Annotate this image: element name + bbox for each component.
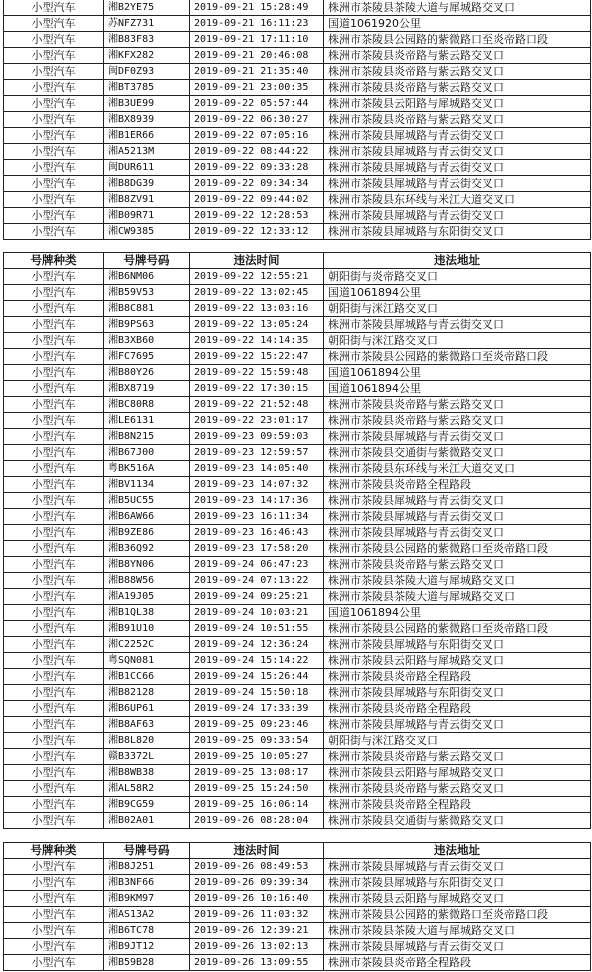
table-row [4, 429, 591, 445]
plate-type-cell: 小型汽车 [4, 589, 104, 605]
violation-location-cell: 株洲市茶陵县犀城路与青云街交叉口 [324, 429, 591, 445]
table-row [4, 813, 591, 829]
table-row [4, 333, 591, 349]
table-row [4, 365, 591, 381]
header-plate-type: 号牌种类 [4, 843, 104, 859]
plate-type-cell: 小型汽车 [4, 0, 104, 16]
plate-number-cell: 湘B8J251 [104, 859, 190, 875]
table-row [4, 875, 591, 891]
violation-location-cell: 株洲市茶陵县炎帝路与紫云路交叉口 [324, 112, 591, 128]
table-row [4, 589, 591, 605]
plate-type-cell: 小型汽车 [4, 653, 104, 669]
plate-type-cell: 小型汽车 [4, 192, 104, 208]
plate-type-cell: 小型汽车 [4, 955, 104, 971]
plate-type-cell: 小型汽车 [4, 509, 104, 525]
plate-type-cell: 小型汽车 [4, 445, 104, 461]
plate-number-cell: 湘KFX282 [104, 48, 190, 64]
violation-time-cell: 2019-09-25 15:24:50 [190, 781, 324, 797]
plate-number-cell: 湘B8N215 [104, 429, 190, 445]
violation-time-cell: 2019-09-22 14:14:35 [190, 333, 324, 349]
violation-location-cell: 株洲市茶陵县交通街与紫微路交叉口 [324, 445, 591, 461]
plate-type-cell: 小型汽车 [4, 144, 104, 160]
table-row [4, 445, 591, 461]
violation-location-cell: 株洲市茶陵县炎帝路全程路段 [324, 477, 591, 493]
violation-location-cell: 株洲市茶陵县炎帝路与紫云路交叉口 [324, 413, 591, 429]
plate-type-cell: 小型汽车 [4, 80, 104, 96]
plate-type-cell: 小型汽车 [4, 939, 104, 955]
plate-number-cell: 湘B83F83 [104, 32, 190, 48]
violation-time-cell: 2019-09-24 15:26:44 [190, 669, 324, 685]
plate-type-cell: 小型汽车 [4, 112, 104, 128]
plate-type-cell: 小型汽车 [4, 637, 104, 653]
table-row [4, 509, 591, 525]
violation-location-cell: 株洲市茶陵县炎帝路与紫云路交叉口 [324, 80, 591, 96]
plate-number-cell: 湘B67J00 [104, 445, 190, 461]
table-row [4, 176, 591, 192]
table-row [4, 477, 591, 493]
plate-type-cell: 小型汽车 [4, 413, 104, 429]
plate-number-cell: 湘FC7695 [104, 349, 190, 365]
plate-type-cell: 小型汽车 [4, 32, 104, 48]
plate-type-cell: 小型汽车 [4, 557, 104, 573]
violation-time-cell: 2019-09-24 07:13:22 [190, 573, 324, 589]
plate-number-cell: 湘B8C881 [104, 301, 190, 317]
table-row [4, 112, 591, 128]
violation-time-cell: 2019-09-23 09:59:03 [190, 429, 324, 445]
plate-type-cell: 小型汽车 [4, 269, 104, 285]
table-row [4, 557, 591, 573]
table-row [4, 541, 591, 557]
table-row [4, 16, 591, 32]
violation-time-cell: 2019-09-22 12:33:12 [190, 224, 324, 240]
violation-location-cell: 株洲市茶陵县犀城路与青云街交叉口 [324, 144, 591, 160]
violation-time-cell: 2019-09-22 12:28:53 [190, 208, 324, 224]
violation-time-cell: 2019-09-22 05:57:44 [190, 96, 324, 112]
violation-location-cell: 株洲市茶陵县炎帝路与紫云路交叉口 [324, 48, 591, 64]
violation-location-cell: 国道1061894公里 [324, 605, 591, 621]
table-row [4, 208, 591, 224]
violation-location-cell: 株洲市茶陵县犀城路与青云街交叉口 [324, 493, 591, 509]
plate-number-cell: 湘BX8719 [104, 381, 190, 397]
plate-type-cell: 小型汽车 [4, 493, 104, 509]
violation-location-cell: 株洲市茶陵县犀城路与东阳街交叉口 [324, 685, 591, 701]
violation-time-cell: 2019-09-23 16:11:34 [190, 509, 324, 525]
plate-type-cell: 小型汽车 [4, 285, 104, 301]
violation-time-cell: 2019-09-22 13:02:45 [190, 285, 324, 301]
plate-number-cell: 粤BK516A [104, 461, 190, 477]
table-row [4, 685, 591, 701]
violation-location-cell: 株洲市茶陵县犀城路与青云街交叉口 [324, 160, 591, 176]
violation-time-cell: 2019-09-26 08:28:04 [190, 813, 324, 829]
violation-location-cell: 株洲市茶陵县炎帝路全程路段 [324, 797, 591, 813]
violation-location-cell: 株洲市茶陵县公园路的紫微路口至炎帝路口段 [324, 541, 591, 557]
violation-time-cell: 2019-09-22 09:34:34 [190, 176, 324, 192]
plate-number-cell: 湘B59V53 [104, 285, 190, 301]
table-row [4, 32, 591, 48]
table-row [4, 128, 591, 144]
table-row [4, 955, 591, 971]
plate-number-cell: 湘AL58R2 [104, 781, 190, 797]
violation-location-cell: 株洲市茶陵县犀城路与东阳街交叉口 [324, 875, 591, 891]
violation-time-cell: 2019-09-24 06:47:23 [190, 557, 324, 573]
violation-time-cell: 2019-09-23 14:07:32 [190, 477, 324, 493]
plate-number-cell: 湘B91U10 [104, 621, 190, 637]
plate-number-cell: 湘B6NM06 [104, 269, 190, 285]
plate-type-cell: 小型汽车 [4, 541, 104, 557]
plate-number-cell: 湘B5UC55 [104, 493, 190, 509]
plate-number-cell: 湘B8ZV91 [104, 192, 190, 208]
plate-type-cell: 小型汽车 [4, 365, 104, 381]
violation-time-cell: 2019-09-24 10:51:55 [190, 621, 324, 637]
violation-location-cell: 株洲市茶陵县炎帝路与紫云路交叉口 [324, 781, 591, 797]
violation-location-cell: 株洲市茶陵县茶陵大道与犀城路交叉口 [324, 573, 591, 589]
violation-location-cell: 株洲市茶陵县云阳路与犀城路交叉口 [324, 96, 591, 112]
plate-type-cell: 小型汽车 [4, 749, 104, 765]
plate-number-cell: 湘B8DG39 [104, 176, 190, 192]
violation-time-cell: 2019-09-22 23:01:17 [190, 413, 324, 429]
header-violation-time: 违法时间 [190, 253, 324, 269]
violation-time-cell: 2019-09-26 08:49:53 [190, 859, 324, 875]
plate-number-cell: 湘B9JT12 [104, 939, 190, 955]
plate-number-cell: 湘B88W56 [104, 573, 190, 589]
violation-time-cell: 2019-09-22 17:30:15 [190, 381, 324, 397]
plate-type-cell: 小型汽车 [4, 669, 104, 685]
plate-number-cell: 湘B9ZE86 [104, 525, 190, 541]
plate-number-cell: 湘B9KM97 [104, 891, 190, 907]
table-row [4, 224, 591, 240]
plate-number-cell: 闽DF0Z93 [104, 64, 190, 80]
plate-number-cell: 湘B3NF66 [104, 875, 190, 891]
violation-time-cell: 2019-09-21 15:28:49 [190, 0, 324, 16]
plate-type-cell: 小型汽车 [4, 208, 104, 224]
violation-time-cell: 2019-09-22 09:44:02 [190, 192, 324, 208]
violation-location-cell: 株洲市茶陵县茶陵大道与犀城路交叉口 [324, 923, 591, 939]
violation-location-cell: 株洲市茶陵县公园路的紫微路口至炎帝路口段 [324, 907, 591, 923]
plate-number-cell: 湘B1ER66 [104, 128, 190, 144]
table-row [4, 637, 591, 653]
plate-type-cell: 小型汽车 [4, 96, 104, 112]
plate-number-cell: 湘B8AF63 [104, 717, 190, 733]
plate-type-cell: 小型汽车 [4, 813, 104, 829]
violation-time-cell: 2019-09-22 21:52:48 [190, 397, 324, 413]
violation-time-cell: 2019-09-22 09:33:28 [190, 160, 324, 176]
violation-location-cell: 朝阳街与洣江路交叉口 [324, 733, 591, 749]
plate-number-cell: 湘B1QL38 [104, 605, 190, 621]
violation-time-cell: 2019-09-25 16:06:14 [190, 797, 324, 813]
table-row [4, 765, 591, 781]
violation-table-3 [3, 842, 591, 971]
plate-number-cell: 湘B9PS63 [104, 317, 190, 333]
violation-location-cell: 株洲市茶陵县犀城路与青云街交叉口 [324, 317, 591, 333]
plate-type-cell: 小型汽车 [4, 891, 104, 907]
violation-location-cell: 株洲市茶陵县炎帝路与紫云路交叉口 [324, 557, 591, 573]
plate-type-cell: 小型汽车 [4, 461, 104, 477]
violation-location-cell: 株洲市茶陵县犀城路与青云街交叉口 [324, 717, 591, 733]
violation-time-cell: 2019-09-22 06:30:27 [190, 112, 324, 128]
plate-number-cell: 湘A5213M [104, 144, 190, 160]
violation-location-cell: 株洲市茶陵县犀城路与青云街交叉口 [324, 208, 591, 224]
table-row [4, 413, 591, 429]
violation-time-cell: 2019-09-26 09:39:34 [190, 875, 324, 891]
plate-number-cell: 湘A19J05 [104, 589, 190, 605]
plate-number-cell: 湘B6AW66 [104, 509, 190, 525]
violation-location-cell: 株洲市茶陵县犀城路与青云街交叉口 [324, 509, 591, 525]
plate-type-cell: 小型汽车 [4, 859, 104, 875]
plate-number-cell: 湘C2252C [104, 637, 190, 653]
plate-number-cell: 湘AS13A2 [104, 907, 190, 923]
header-violation-location: 违法地址 [324, 253, 591, 269]
plate-type-cell: 小型汽车 [4, 317, 104, 333]
plate-type-cell: 小型汽车 [4, 176, 104, 192]
violation-time-cell: 2019-09-24 15:50:18 [190, 685, 324, 701]
table-row [4, 797, 591, 813]
plate-type-cell: 小型汽车 [4, 429, 104, 445]
plate-number-cell: 湘B59B28 [104, 955, 190, 971]
violation-time-cell: 2019-09-23 14:05:40 [190, 461, 324, 477]
violation-location-cell: 株洲市茶陵县犀城路与东阳街交叉口 [324, 224, 591, 240]
violation-time-cell: 2019-09-26 10:16:40 [190, 891, 324, 907]
plate-type-cell: 小型汽车 [4, 923, 104, 939]
violation-location-cell: 株洲市茶陵县公园路的紫微路口至炎帝路口段 [324, 349, 591, 365]
violation-time-cell: 2019-09-26 13:02:13 [190, 939, 324, 955]
plate-number-cell: 湘B02A01 [104, 813, 190, 829]
violation-location-cell: 株洲市茶陵县炎帝路与紫云路交叉口 [324, 749, 591, 765]
violation-location-cell: 株洲市茶陵县炎帝路全程路段 [324, 701, 591, 717]
violation-time-cell: 2019-09-21 20:46:08 [190, 48, 324, 64]
plate-type-cell: 小型汽车 [4, 525, 104, 541]
violation-location-cell: 朝阳街与洣江路交叉口 [324, 333, 591, 349]
table-row [4, 907, 591, 923]
plate-type-cell: 小型汽车 [4, 333, 104, 349]
header-violation-time: 违法时间 [190, 843, 324, 859]
plate-number-cell: 苏NFZ731 [104, 16, 190, 32]
table-row [4, 192, 591, 208]
plate-number-cell: 湘B6TC78 [104, 923, 190, 939]
plate-number-cell: 湘BX8939 [104, 112, 190, 128]
violation-location-cell: 株洲市茶陵县茶陵大道与犀城路交叉口 [324, 589, 591, 605]
plate-type-cell: 小型汽车 [4, 349, 104, 365]
violation-location-cell: 国道1061920公里 [324, 16, 591, 32]
table-row [4, 461, 591, 477]
table-row [4, 621, 591, 637]
violation-time-cell: 2019-09-25 09:33:54 [190, 733, 324, 749]
violation-location-cell: 国道1061894公里 [324, 285, 591, 301]
plate-type-cell: 小型汽车 [4, 875, 104, 891]
plate-type-cell: 小型汽车 [4, 621, 104, 637]
violation-location-cell: 国道1061894公里 [324, 381, 591, 397]
table-row [4, 317, 591, 333]
violation-time-cell: 2019-09-25 13:08:17 [190, 765, 324, 781]
plate-type-cell: 小型汽车 [4, 781, 104, 797]
header-plate-number: 号牌号码 [104, 843, 190, 859]
violation-location-cell: 株洲市茶陵县犀城路与青云街交叉口 [324, 128, 591, 144]
plate-type-cell: 小型汽车 [4, 477, 104, 493]
violation-time-cell: 2019-09-24 17:33:39 [190, 701, 324, 717]
table-row [4, 733, 591, 749]
violation-location-cell: 株洲市茶陵县炎帝路与紫云路交叉口 [324, 397, 591, 413]
violation-location-cell: 株洲市茶陵县茶陵大道与犀城路交叉口 [324, 0, 591, 16]
violation-location-cell: 株洲市茶陵县犀城路与东阳街交叉口 [324, 637, 591, 653]
header-row [4, 253, 591, 269]
violation-time-cell: 2019-09-23 14:17:36 [190, 493, 324, 509]
violation-time-cell: 2019-09-21 23:00:35 [190, 80, 324, 96]
table-row [4, 891, 591, 907]
violation-time-cell: 2019-09-26 13:09:55 [190, 955, 324, 971]
violation-time-cell: 2019-09-23 17:58:20 [190, 541, 324, 557]
violation-location-cell: 株洲市茶陵县犀城路与青云街交叉口 [324, 939, 591, 955]
violation-location-cell: 株洲市茶陵县公园路的紫微路口至炎帝路口段 [324, 621, 591, 637]
plate-number-cell: 湘BT3785 [104, 80, 190, 96]
plate-number-cell: 粤SQN081 [104, 653, 190, 669]
header-violation-location: 违法地址 [324, 843, 591, 859]
table-row [4, 717, 591, 733]
table-row [4, 493, 591, 509]
violation-time-cell: 2019-09-24 10:03:21 [190, 605, 324, 621]
violation-time-cell: 2019-09-26 12:39:21 [190, 923, 324, 939]
violation-time-cell: 2019-09-24 09:25:21 [190, 589, 324, 605]
table-row [4, 605, 591, 621]
header-plate-type: 号牌种类 [4, 253, 104, 269]
plate-type-cell: 小型汽车 [4, 605, 104, 621]
table-row [4, 669, 591, 685]
table-row [4, 269, 591, 285]
violation-location-cell: 株洲市茶陵县东环线与米江大道交叉口 [324, 461, 591, 477]
plate-type-cell: 小型汽车 [4, 16, 104, 32]
plate-number-cell: 湘B8L820 [104, 733, 190, 749]
violation-time-cell: 2019-09-24 12:36:24 [190, 637, 324, 653]
plate-number-cell: 湘B80Y26 [104, 365, 190, 381]
plate-number-cell: 湘B6UP61 [104, 701, 190, 717]
plate-type-cell: 小型汽车 [4, 64, 104, 80]
plate-type-cell: 小型汽车 [4, 224, 104, 240]
violation-time-cell: 2019-09-21 16:11:23 [190, 16, 324, 32]
table-row [4, 381, 591, 397]
violation-location-cell: 株洲市茶陵县犀城路与青云街交叉口 [324, 859, 591, 875]
table-row [4, 701, 591, 717]
table-row [4, 939, 591, 955]
table-row [4, 349, 591, 365]
plate-type-cell: 小型汽车 [4, 733, 104, 749]
plate-number-cell: 湘B8WB38 [104, 765, 190, 781]
violation-time-cell: 2019-09-25 10:05:27 [190, 749, 324, 765]
plate-type-cell: 小型汽车 [4, 48, 104, 64]
violation-time-cell: 2019-09-21 17:11:10 [190, 32, 324, 48]
violation-time-cell: 2019-09-23 16:46:43 [190, 525, 324, 541]
violation-location-cell: 株洲市茶陵县东环线与米江大道交叉口 [324, 192, 591, 208]
violation-location-cell: 株洲市茶陵县犀城路与青云街交叉口 [324, 176, 591, 192]
violation-location-cell: 株洲市茶陵县交通街与紫微路交叉口 [324, 813, 591, 829]
violation-time-cell: 2019-09-24 15:14:22 [190, 653, 324, 669]
violation-time-cell: 2019-09-22 12:55:21 [190, 269, 324, 285]
plate-type-cell: 小型汽车 [4, 301, 104, 317]
plate-number-cell: 湘B8YN06 [104, 557, 190, 573]
plate-number-cell: 湘BC80R8 [104, 397, 190, 413]
violation-location-cell: 朝阳街与炎帝路交叉口 [324, 269, 591, 285]
table-row [4, 80, 591, 96]
plate-type-cell: 小型汽车 [4, 160, 104, 176]
plate-number-cell: 湘B9CG59 [104, 797, 190, 813]
plate-type-cell: 小型汽车 [4, 685, 104, 701]
violation-time-cell: 2019-09-26 11:03:32 [190, 907, 324, 923]
violation-location-cell: 国道1061894公里 [324, 365, 591, 381]
violation-time-cell: 2019-09-22 13:05:24 [190, 317, 324, 333]
violation-location-cell: 株洲市茶陵县炎帝路全程路段 [324, 955, 591, 971]
violation-time-cell: 2019-09-22 15:59:48 [190, 365, 324, 381]
table-row [4, 859, 591, 875]
violation-time-cell: 2019-09-22 15:22:47 [190, 349, 324, 365]
table-row [4, 573, 591, 589]
violation-table-1 [3, 0, 591, 240]
table-row [4, 653, 591, 669]
violation-location-cell: 朝阳街与洣江路交叉口 [324, 301, 591, 317]
violation-location-cell: 株洲市茶陵县云阳路与犀城路交叉口 [324, 891, 591, 907]
violation-location-cell: 株洲市茶陵县云阳路与犀城路交叉口 [324, 653, 591, 669]
violation-time-cell: 2019-09-23 12:59:57 [190, 445, 324, 461]
plate-type-cell: 小型汽车 [4, 717, 104, 733]
violation-time-cell: 2019-09-25 09:23:46 [190, 717, 324, 733]
plate-number-cell: 湘B2YE75 [104, 0, 190, 16]
violation-location-cell: 株洲市茶陵县公园路的紫微路口至炎帝路口段 [324, 32, 591, 48]
violation-time-cell: 2019-09-22 07:05:16 [190, 128, 324, 144]
plate-number-cell: 湘B36Q92 [104, 541, 190, 557]
table-row [4, 397, 591, 413]
plate-type-cell: 小型汽车 [4, 381, 104, 397]
table-row [4, 525, 591, 541]
plate-number-cell: 湘B3UE99 [104, 96, 190, 112]
plate-type-cell: 小型汽车 [4, 797, 104, 813]
table-row [4, 48, 591, 64]
violation-time-cell: 2019-09-22 08:44:22 [190, 144, 324, 160]
plate-type-cell: 小型汽车 [4, 907, 104, 923]
plate-number-cell: 闽DUR611 [104, 160, 190, 176]
plate-number-cell: 湘LE6131 [104, 413, 190, 429]
violation-location-cell: 株洲市茶陵县云阳路与犀城路交叉口 [324, 765, 591, 781]
table-row [4, 96, 591, 112]
plate-type-cell: 小型汽车 [4, 701, 104, 717]
plate-number-cell: 湘B3XB60 [104, 333, 190, 349]
table-row [4, 301, 591, 317]
table-row [4, 285, 591, 301]
violation-location-cell: 株洲市茶陵县犀城路与青云街交叉口 [324, 525, 591, 541]
plate-type-cell: 小型汽车 [4, 765, 104, 781]
plate-type-cell: 小型汽车 [4, 128, 104, 144]
violation-time-cell: 2019-09-21 21:35:40 [190, 64, 324, 80]
table-row [4, 923, 591, 939]
plate-number-cell: 湘B1CC66 [104, 669, 190, 685]
plate-type-cell: 小型汽车 [4, 397, 104, 413]
plate-number-cell: 湘B09R71 [104, 208, 190, 224]
table-row [4, 160, 591, 176]
violation-table-2 [3, 252, 591, 829]
header-plate-number: 号牌号码 [104, 253, 190, 269]
plate-number-cell: 赣B3372L [104, 749, 190, 765]
plate-number-cell: 湘B82128 [104, 685, 190, 701]
header-row [4, 843, 591, 859]
table-row [4, 0, 591, 16]
violation-location-cell: 株洲市茶陵县炎帝路与紫云路交叉口 [324, 64, 591, 80]
table-row [4, 64, 591, 80]
plate-number-cell: 湘CW9385 [104, 224, 190, 240]
table-row [4, 144, 591, 160]
violation-time-cell: 2019-09-22 13:03:16 [190, 301, 324, 317]
table-row [4, 781, 591, 797]
table-row [4, 749, 591, 765]
plate-number-cell: 湘BV1134 [104, 477, 190, 493]
plate-type-cell: 小型汽车 [4, 573, 104, 589]
violation-location-cell: 株洲市茶陵县炎帝路全程路段 [324, 669, 591, 685]
